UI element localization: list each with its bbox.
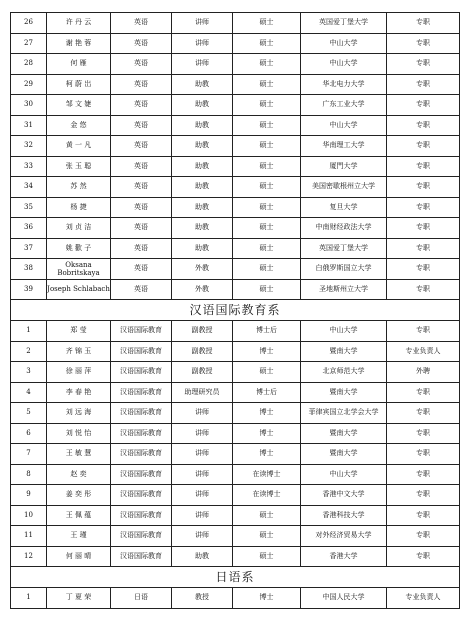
teacher-name-cell: 王 佩 蕴 bbox=[47, 505, 111, 526]
degree-cell: 在读博士 bbox=[233, 485, 301, 506]
employment-type-cell: 专职 bbox=[387, 13, 460, 34]
employment-type-cell: 专职 bbox=[387, 136, 460, 157]
degree-cell: 硕士 bbox=[233, 279, 301, 300]
title-cell: 讲师 bbox=[172, 423, 233, 444]
subject-cell: 英语 bbox=[111, 238, 172, 259]
row-number-cell: 33 bbox=[11, 156, 47, 177]
teacher-name-cell: 齐 锦 玉 bbox=[47, 341, 111, 362]
graduate-school-cell: 暨南大学 bbox=[301, 423, 387, 444]
employment-type-cell: 专职 bbox=[387, 485, 460, 506]
graduate-school-cell: 中国人民大学 bbox=[301, 588, 387, 609]
degree-cell: 博士后 bbox=[233, 321, 301, 342]
title-cell: 外教 bbox=[172, 279, 233, 300]
row-number-cell: 6 bbox=[11, 423, 47, 444]
row-number-cell: 38 bbox=[11, 259, 47, 280]
graduate-school-cell: 暨南大学 bbox=[301, 341, 387, 362]
subject-cell: 英语 bbox=[111, 218, 172, 239]
degree-cell: 硕士 bbox=[233, 259, 301, 280]
graduate-school-cell: 英国爱丁堡大学 bbox=[301, 13, 387, 34]
degree-cell: 硕士 bbox=[233, 362, 301, 383]
table-row bbox=[11, 33, 460, 54]
subject-cell: 汉语国际教育 bbox=[111, 382, 172, 403]
row-number-cell: 1 bbox=[11, 588, 47, 609]
title-cell: 讲师 bbox=[172, 13, 233, 34]
degree-cell: 硕士 bbox=[233, 218, 301, 239]
title-cell: 助教 bbox=[172, 218, 233, 239]
title-cell: 讲师 bbox=[172, 54, 233, 75]
graduate-school-cell: 中南财经政法大学 bbox=[301, 218, 387, 239]
table-row bbox=[11, 485, 460, 506]
subject-cell: 汉语国际教育 bbox=[111, 341, 172, 362]
row-number-cell: 30 bbox=[11, 95, 47, 116]
teacher-name-cell: 徐 丽 萍 bbox=[47, 362, 111, 383]
table-row bbox=[11, 259, 460, 280]
subject-cell: 汉语国际教育 bbox=[111, 321, 172, 342]
graduate-school-cell: 中山大学 bbox=[301, 54, 387, 75]
title-cell: 副教授 bbox=[172, 341, 233, 362]
row-number-cell: 12 bbox=[11, 546, 47, 567]
graduate-school-cell: 中山大学 bbox=[301, 115, 387, 136]
subject-cell: 汉语国际教育 bbox=[111, 546, 172, 567]
graduate-school-cell: 广东工业大学 bbox=[301, 95, 387, 116]
subject-cell: 汉语国际教育 bbox=[111, 526, 172, 547]
employment-type-cell: 专职 bbox=[387, 238, 460, 259]
table-row bbox=[11, 382, 460, 403]
row-number-cell: 32 bbox=[11, 136, 47, 157]
teacher-name-cell: 杨 捷 bbox=[47, 197, 111, 218]
section-header-row bbox=[11, 567, 460, 588]
faculty-table bbox=[10, 12, 460, 609]
table-row bbox=[11, 238, 460, 259]
graduate-school-cell: 华北电力大学 bbox=[301, 74, 387, 95]
title-cell: 外教 bbox=[172, 259, 233, 280]
row-number-cell: 4 bbox=[11, 382, 47, 403]
graduate-school-cell: 香港科技大学 bbox=[301, 505, 387, 526]
title-cell: 讲师 bbox=[172, 505, 233, 526]
teacher-name-cell: 姜 奕 彤 bbox=[47, 485, 111, 506]
teacher-name-cell: 黄 一 凡 bbox=[47, 136, 111, 157]
degree-cell: 硕士 bbox=[233, 238, 301, 259]
row-number-cell: 8 bbox=[11, 464, 47, 485]
table-row bbox=[11, 279, 460, 300]
graduate-school-cell: 美国密歇根州立大学 bbox=[301, 177, 387, 198]
table-row bbox=[11, 341, 460, 362]
employment-type-cell: 专职 bbox=[387, 33, 460, 54]
teacher-name-cell: Joseph Schlabach bbox=[47, 279, 111, 300]
teacher-name-cell: 王 瑾 bbox=[47, 526, 111, 547]
degree-cell: 硕士 bbox=[233, 74, 301, 95]
section-header-row bbox=[11, 300, 460, 321]
employment-type-cell: 专职 bbox=[387, 423, 460, 444]
title-cell: 讲师 bbox=[172, 464, 233, 485]
title-cell: 助教 bbox=[172, 238, 233, 259]
employment-type-cell: 专职 bbox=[387, 74, 460, 95]
title-cell: 助教 bbox=[172, 177, 233, 198]
faculty-table-sheet bbox=[10, 12, 459, 609]
teacher-name-cell: 姚 歡 子 bbox=[47, 238, 111, 259]
degree-cell: 硕士 bbox=[233, 95, 301, 116]
subject-cell: 英语 bbox=[111, 115, 172, 136]
subject-cell: 英语 bbox=[111, 95, 172, 116]
graduate-school-cell: 白俄罗斯国立大学 bbox=[301, 259, 387, 280]
degree-cell: 硕士 bbox=[233, 33, 301, 54]
row-number-cell: 39 bbox=[11, 279, 47, 300]
table-row bbox=[11, 218, 460, 239]
row-number-cell: 29 bbox=[11, 74, 47, 95]
degree-cell: 博士 bbox=[233, 341, 301, 362]
degree-cell: 硕士 bbox=[233, 156, 301, 177]
graduate-school-cell: 华南理工大学 bbox=[301, 136, 387, 157]
title-cell: 副教授 bbox=[172, 321, 233, 342]
subject-cell: 英语 bbox=[111, 54, 172, 75]
teacher-name-cell: 赵 奕 bbox=[47, 464, 111, 485]
employment-type-cell: 专职 bbox=[387, 321, 460, 342]
graduate-school-cell: 北京师范大学 bbox=[301, 362, 387, 383]
graduate-school-cell: 中山大学 bbox=[301, 464, 387, 485]
employment-type-cell: 专职 bbox=[387, 279, 460, 300]
title-cell: 助理研究员 bbox=[172, 382, 233, 403]
row-number-cell: 7 bbox=[11, 444, 47, 465]
graduate-school-cell: 厦門大学 bbox=[301, 156, 387, 177]
employment-type-cell: 专业负责人 bbox=[387, 588, 460, 609]
graduate-school-cell: 复旦大学 bbox=[301, 197, 387, 218]
employment-type-cell: 专职 bbox=[387, 54, 460, 75]
row-number-cell: 3 bbox=[11, 362, 47, 383]
table-row bbox=[11, 321, 460, 342]
degree-cell: 博士 bbox=[233, 423, 301, 444]
teacher-name-cell: Oksana Bobritskaya bbox=[47, 259, 111, 280]
graduate-school-cell: 菲律宾国立北学会大学 bbox=[301, 403, 387, 424]
section-title: 汉语国际教育系 bbox=[11, 300, 460, 321]
teacher-name-cell: 许 丹 云 bbox=[47, 13, 111, 34]
table-row bbox=[11, 13, 460, 34]
table-row bbox=[11, 197, 460, 218]
subject-cell: 英语 bbox=[111, 136, 172, 157]
degree-cell: 硕士 bbox=[233, 197, 301, 218]
title-cell: 讲师 bbox=[172, 33, 233, 54]
table-row bbox=[11, 546, 460, 567]
degree-cell: 硕士 bbox=[233, 136, 301, 157]
subject-cell: 英语 bbox=[111, 177, 172, 198]
subject-cell: 汉语国际教育 bbox=[111, 423, 172, 444]
subject-cell: 英语 bbox=[111, 33, 172, 54]
title-cell: 助教 bbox=[172, 156, 233, 177]
degree-cell: 博士 bbox=[233, 444, 301, 465]
employment-type-cell: 专职 bbox=[387, 382, 460, 403]
teacher-name-cell: 刘 远 海 bbox=[47, 403, 111, 424]
employment-type-cell: 专职 bbox=[387, 95, 460, 116]
employment-type-cell: 专职 bbox=[387, 218, 460, 239]
table-row bbox=[11, 136, 460, 157]
table-row bbox=[11, 464, 460, 485]
subject-cell: 汉语国际教育 bbox=[111, 485, 172, 506]
subject-cell: 英语 bbox=[111, 197, 172, 218]
title-cell: 教授 bbox=[172, 588, 233, 609]
table-row bbox=[11, 74, 460, 95]
degree-cell: 硕士 bbox=[233, 505, 301, 526]
row-number-cell: 27 bbox=[11, 33, 47, 54]
table-row bbox=[11, 54, 460, 75]
teacher-name-cell: 邹 文 婕 bbox=[47, 95, 111, 116]
employment-type-cell: 专职 bbox=[387, 546, 460, 567]
subject-cell: 英语 bbox=[111, 259, 172, 280]
degree-cell: 硕士 bbox=[233, 115, 301, 136]
row-number-cell: 9 bbox=[11, 485, 47, 506]
row-number-cell: 34 bbox=[11, 177, 47, 198]
table-row bbox=[11, 177, 460, 198]
employment-type-cell: 专业负责人 bbox=[387, 341, 460, 362]
employment-type-cell: 专职 bbox=[387, 505, 460, 526]
subject-cell: 英语 bbox=[111, 74, 172, 95]
teacher-name-cell: 王 敏 慧 bbox=[47, 444, 111, 465]
degree-cell: 硕士 bbox=[233, 177, 301, 198]
row-number-cell: 28 bbox=[11, 54, 47, 75]
title-cell: 助教 bbox=[172, 95, 233, 116]
title-cell: 讲师 bbox=[172, 485, 233, 506]
employment-type-cell: 专职 bbox=[387, 444, 460, 465]
faculty-table-body bbox=[11, 13, 460, 609]
employment-type-cell: 外聘 bbox=[387, 362, 460, 383]
employment-type-cell: 专职 bbox=[387, 526, 460, 547]
table-row bbox=[11, 444, 460, 465]
teacher-name-cell: 谢 艳 蓉 bbox=[47, 33, 111, 54]
graduate-school-cell: 暨南大学 bbox=[301, 444, 387, 465]
teacher-name-cell: 刘 贞 洁 bbox=[47, 218, 111, 239]
employment-type-cell: 专职 bbox=[387, 156, 460, 177]
row-number-cell: 35 bbox=[11, 197, 47, 218]
row-number-cell: 2 bbox=[11, 341, 47, 362]
employment-type-cell: 专职 bbox=[387, 403, 460, 424]
table-row bbox=[11, 588, 460, 609]
degree-cell: 博士后 bbox=[233, 382, 301, 403]
subject-cell: 英语 bbox=[111, 156, 172, 177]
graduate-school-cell: 暨南大学 bbox=[301, 382, 387, 403]
title-cell: 助教 bbox=[172, 136, 233, 157]
degree-cell: 硕士 bbox=[233, 526, 301, 547]
title-cell: 助教 bbox=[172, 74, 233, 95]
employment-type-cell: 专职 bbox=[387, 259, 460, 280]
employment-type-cell: 专职 bbox=[387, 464, 460, 485]
degree-cell: 博士 bbox=[233, 588, 301, 609]
table-row bbox=[11, 526, 460, 547]
subject-cell: 汉语国际教育 bbox=[111, 403, 172, 424]
title-cell: 副教授 bbox=[172, 362, 233, 383]
graduate-school-cell: 中山大学 bbox=[301, 33, 387, 54]
graduate-school-cell: 英国爱丁堡大学 bbox=[301, 238, 387, 259]
teacher-name-cell: 张 玉 聪 bbox=[47, 156, 111, 177]
row-number-cell: 5 bbox=[11, 403, 47, 424]
employment-type-cell: 专职 bbox=[387, 197, 460, 218]
employment-type-cell: 专职 bbox=[387, 177, 460, 198]
degree-cell: 博士 bbox=[233, 403, 301, 424]
graduate-school-cell: 对外经济贸易大学 bbox=[301, 526, 387, 547]
table-row bbox=[11, 505, 460, 526]
title-cell: 助教 bbox=[172, 546, 233, 567]
degree-cell: 硕士 bbox=[233, 13, 301, 34]
row-number-cell: 37 bbox=[11, 238, 47, 259]
row-number-cell: 11 bbox=[11, 526, 47, 547]
table-row bbox=[11, 95, 460, 116]
table-row bbox=[11, 115, 460, 136]
title-cell: 助教 bbox=[172, 197, 233, 218]
row-number-cell: 31 bbox=[11, 115, 47, 136]
employment-type-cell: 专职 bbox=[387, 115, 460, 136]
subject-cell: 英语 bbox=[111, 13, 172, 34]
row-number-cell: 1 bbox=[11, 321, 47, 342]
teacher-name-cell: 郑 莹 bbox=[47, 321, 111, 342]
subject-cell: 日语 bbox=[111, 588, 172, 609]
degree-cell: 硕士 bbox=[233, 546, 301, 567]
title-cell: 讲师 bbox=[172, 526, 233, 547]
teacher-name-cell: 金 悠 bbox=[47, 115, 111, 136]
graduate-school-cell: 香港中文大学 bbox=[301, 485, 387, 506]
table-row bbox=[11, 403, 460, 424]
row-number-cell: 36 bbox=[11, 218, 47, 239]
subject-cell: 汉语国际教育 bbox=[111, 362, 172, 383]
section-title: 日语系 bbox=[11, 567, 460, 588]
title-cell: 讲师 bbox=[172, 403, 233, 424]
teacher-name-cell: 李 春 艳 bbox=[47, 382, 111, 403]
subject-cell: 英语 bbox=[111, 279, 172, 300]
subject-cell: 汉语国际教育 bbox=[111, 505, 172, 526]
graduate-school-cell: 圣地斯州立大学 bbox=[301, 279, 387, 300]
teacher-name-cell: 何 雁 bbox=[47, 54, 111, 75]
teacher-name-cell: 柯 蔚 岀 bbox=[47, 74, 111, 95]
teacher-name-cell: 何 丽 晴 bbox=[47, 546, 111, 567]
title-cell: 讲师 bbox=[172, 444, 233, 465]
subject-cell: 汉语国际教育 bbox=[111, 464, 172, 485]
teacher-name-cell: 刘 悦 怡 bbox=[47, 423, 111, 444]
table-row bbox=[11, 423, 460, 444]
graduate-school-cell: 香港大学 bbox=[301, 546, 387, 567]
title-cell: 助教 bbox=[172, 115, 233, 136]
graduate-school-cell: 中山大学 bbox=[301, 321, 387, 342]
subject-cell: 汉语国际教育 bbox=[111, 444, 172, 465]
degree-cell: 在读博士 bbox=[233, 464, 301, 485]
row-number-cell: 26 bbox=[11, 13, 47, 34]
degree-cell: 硕士 bbox=[233, 54, 301, 75]
teacher-name-cell: 丁 夏 荣 bbox=[47, 588, 111, 609]
table-row bbox=[11, 362, 460, 383]
row-number-cell: 10 bbox=[11, 505, 47, 526]
teacher-name-cell: 苏 然 bbox=[47, 177, 111, 198]
table-row bbox=[11, 156, 460, 177]
